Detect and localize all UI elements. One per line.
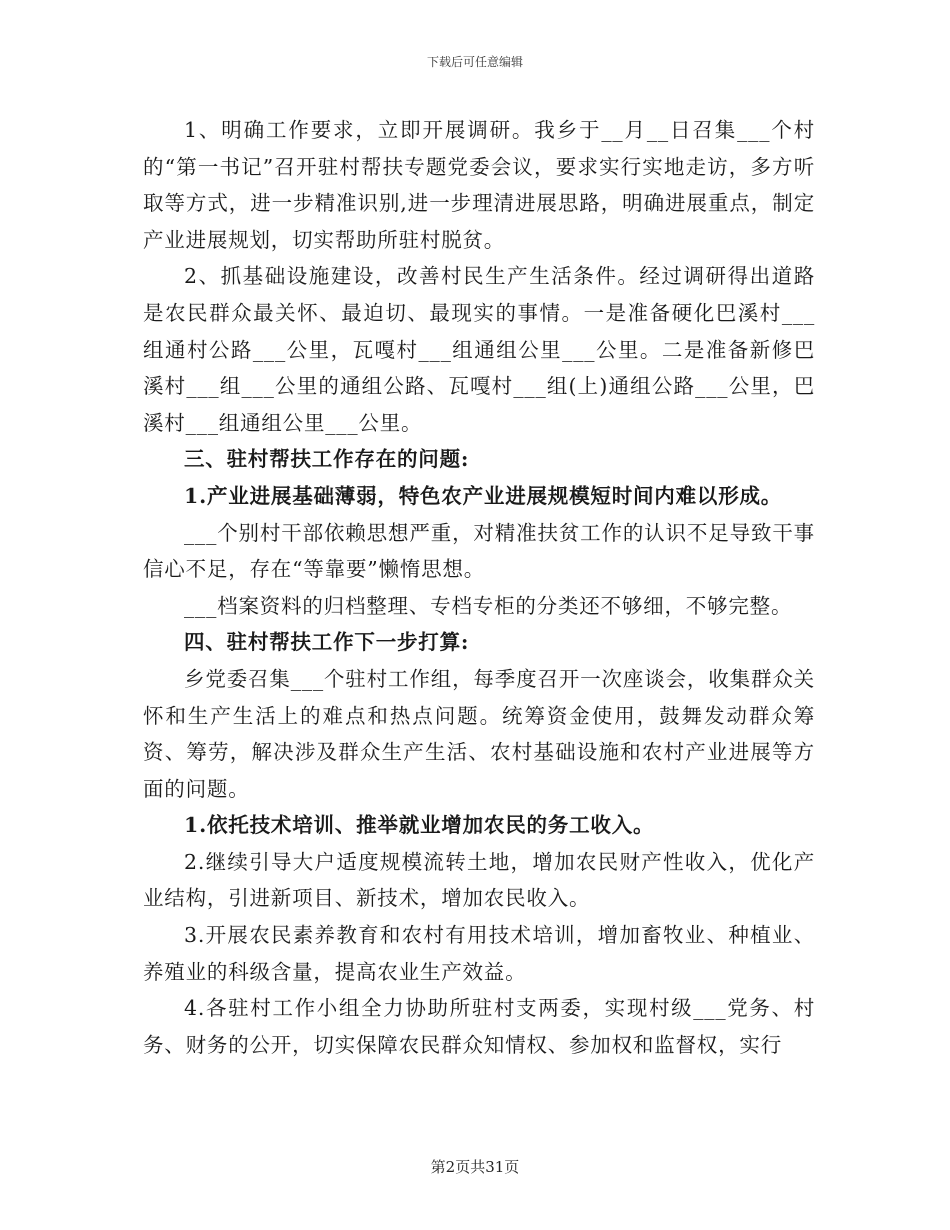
subheading-plan-1: 1.依托技术培训、推举就业增加农民的务工收入。 xyxy=(184,813,655,838)
paragraph-plan-3: 3.开展农民素养教育和农村有用技术培训，增加畜牧业、种植业、养殖业的科级含量，提高农业生产效益。 xyxy=(143,923,815,984)
paragraph-plan-2: 2.继续引导大户适度规模流转土地，增加农民财产性收入，优化产业结构，引进新项目、新技术，增加农民收入。 xyxy=(143,849,815,911)
section-heading-3: 三、驻村帮扶工作存在的问题: xyxy=(184,447,470,472)
subheading-problem-1: 1.产业进展基础薄弱，特色农产业进展规模短时间内难以形成。 xyxy=(184,483,783,508)
document-body xyxy=(143,112,815,1063)
paragraph-plan-intro: 乡党委召集___个驻村工作组，每季度召开一次座谈会，收集群众关怀和生产生活上的难点和热点问题。统筹资金使用，鼓舞发动群众筹资、筹劳，解决涉及群众生产生活、农村基础设施和农村产业进展等方面的问题。 xyxy=(143,666,815,801)
section-heading-4: 四、驻村帮扶工作下一步打算: xyxy=(184,630,470,655)
paragraph-2: 2、抓基础设施建设，改善村民生产生活条件。经过调研得出道路是农民群众最关怀、最迫切、最现实的事情。一是准备硬化巴溪村___组通村公路___公里，瓦嘎村___组通组公里___公里。二是准备新修巴溪村___组___公里的通组公路、瓦嘎村___组(上)通组公路___公里，巴溪村___组通组公里___公里。 xyxy=(143,264,815,435)
paragraph-1: 1、明确工作要求，立即开展调研。我乡于__月__日召集___个村的“第一书记”召开驻村帮扶专题党委会议，要求实行实地走访，多方听取等方式，进一步精准识别,进一步理清进展思路，明确进展重点，制定产业进展规划，切实帮助所驻村脱贫。 xyxy=(143,118,815,252)
page-header-note: 下载后可任意编辑 xyxy=(426,55,523,69)
paragraph-plan-4: 4.各驻村工作小组全力协助所驻村支两委，实现村级___党务、村务、财务的公开，切实保障农民群众知情权、参加权和监督权，实行 xyxy=(143,996,815,1057)
page-number: 第2页共31页 xyxy=(430,1158,520,1176)
paragraph-problem-2: ___个别村干部依赖思想严重，对精准扶贫工作的认识不足导致干事信心不足，存在“等靠要”懒惰思想。 xyxy=(143,520,815,582)
paragraph-problem-3: ___档案资料的归档整理、专档专柜的分类还不够细，不够完整。 xyxy=(184,593,793,618)
